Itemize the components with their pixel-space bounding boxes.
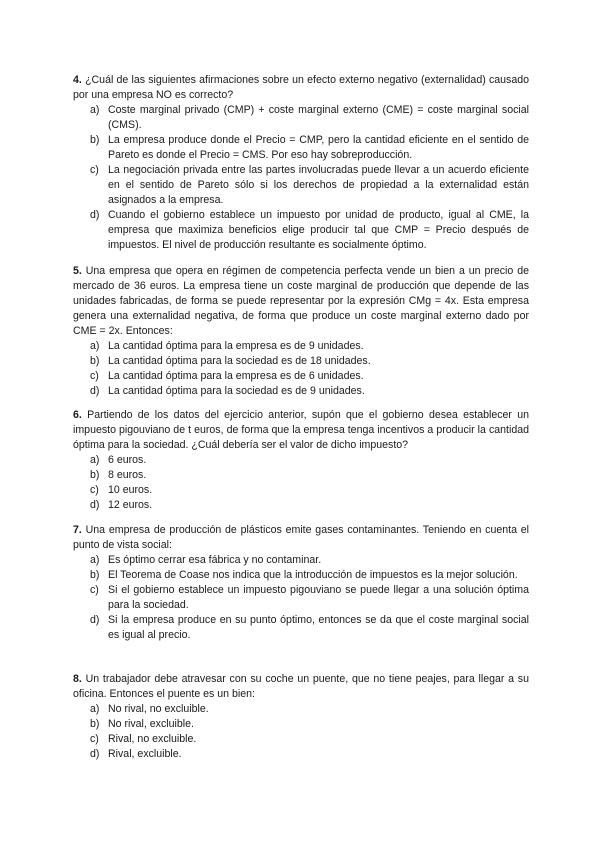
question-number: 6. — [73, 409, 82, 421]
answer-option — [73, 717, 529, 732]
option-text: Si la empresa produce en su punto óptimo, entonces se da que el coste marginal social es igual al precio. — [108, 614, 529, 641]
answer-option — [73, 702, 529, 717]
answer-option — [73, 133, 529, 163]
option-label: a) — [90, 104, 100, 116]
answer-option — [73, 747, 529, 762]
option-label: d) — [90, 748, 100, 760]
question-text: ¿Cuál de las siguientes afirmaciones sobre un efecto externo negativo (externalidad) causado por una empresa NO es correcto? — [73, 74, 530, 101]
question-stem — [73, 264, 529, 339]
option-text: No rival, no excluible. — [108, 703, 209, 715]
option-label: a) — [90, 340, 100, 352]
option-label: d) — [90, 209, 100, 221]
option-text: 10 euros. — [108, 484, 153, 496]
answer-option — [73, 384, 529, 399]
answer-option — [73, 453, 529, 468]
option-label: d) — [90, 614, 100, 626]
question-number: 8. — [73, 673, 82, 685]
answer-option — [73, 613, 529, 643]
question-4 — [73, 73, 529, 253]
question-stem — [73, 408, 529, 453]
option-text: 6 euros. — [108, 454, 147, 466]
option-text: Rival, excluible. — [108, 748, 182, 760]
question-stem — [73, 523, 529, 553]
question-stem — [73, 73, 529, 103]
option-label: a) — [90, 703, 100, 715]
question-text: Un trabajador debe atravesar con su coche un puente, que no tiene peajes, para llegar a su oficina. Entonces el puente es un bien: — [73, 673, 529, 700]
answer-option — [73, 732, 529, 747]
answer-option — [73, 354, 529, 369]
option-text: No rival, excluible. — [108, 718, 194, 730]
option-label: c) — [90, 584, 99, 596]
answer-option — [73, 468, 529, 483]
option-text: Rival, no excluible. — [108, 733, 197, 745]
option-label: c) — [90, 370, 99, 382]
question-number: 5. — [73, 265, 82, 277]
answer-option — [73, 163, 529, 208]
answer-option — [73, 553, 529, 568]
option-label: b) — [90, 718, 100, 730]
answer-option — [73, 583, 529, 613]
question-text: Partiendo de los datos del ejercicio anterior, supón que el gobierno desea establecer un impuesto pigouviano de t euros, de forma que la empresa tenga incentivos a producir la cantidad óptima para la sociedad. ¿Cuál debería ser el valor de dicho impuesto? — [73, 409, 529, 451]
option-text: La cantidad óptima para la sociedad es de 18 unidades. — [108, 355, 371, 367]
option-text: La cantidad óptima para la empresa es de 6 unidades. — [108, 370, 364, 382]
option-text: Es óptimo cerrar esa fábrica y no contaminar. — [108, 554, 322, 566]
option-text: La empresa produce donde el Precio = CMP, pero la cantidad eficiente en el sentido de Pareto es donde el Precio = CMS. Por eso hay sobreproducción. — [108, 134, 529, 161]
option-label: b) — [90, 355, 100, 367]
option-text: Si el gobierno establece un impuesto pigouviano se puede llegar a una solución óptima para la sociedad. — [108, 584, 529, 611]
option-label: b) — [90, 469, 100, 481]
question-text: Una empresa que opera en régimen de competencia perfecta vende un bien a un precio de mercado de 36 euros. La empresa tiene un coste marginal de producción que depende de las unidades fabricadas, de forma se puede representar por la expresión CMg = 4x. Esta empresa genera una externalidad negativa, de forma que produce un coste marginal externo dado por CME = 2x. Entonces: — [73, 265, 529, 337]
option-text: La negociación privada entre las partes involucradas puede llevar a un acuerdo eficiente en el sentido de Pareto sólo si los derechos de propiedad a la externalidad están asignados a la empresa. — [108, 164, 529, 206]
answer-option — [73, 339, 529, 354]
question-number: 7. — [73, 524, 82, 536]
option-text: El Teorema de Coase nos indica que la introducción de impuestos es la mejor solución. — [108, 569, 518, 581]
question-7 — [73, 523, 529, 643]
answer-option — [73, 568, 529, 583]
option-label: d) — [90, 499, 100, 511]
option-label: a) — [90, 454, 100, 466]
option-label: c) — [90, 164, 99, 176]
option-text: Cuando el gobierno establece un impuesto por unidad de producto, igual al CME, la empresa que maximiza beneficios elige producir tal que CMP = Precio después de impuestos. El nivel de producción resultante es socialmente óptimo. — [108, 209, 529, 251]
question-8 — [73, 672, 529, 762]
option-label: c) — [90, 733, 99, 745]
answer-option — [73, 498, 529, 513]
option-label: c) — [90, 484, 99, 496]
option-label: d) — [90, 385, 100, 397]
option-label: a) — [90, 554, 100, 566]
option-label: b) — [90, 134, 100, 146]
answer-option — [73, 103, 529, 133]
question-number: 4. — [73, 74, 82, 86]
option-text: Coste marginal privado (CMP) + coste marginal externo (CME) = coste marginal social (CMS). — [108, 104, 529, 131]
question-6 — [73, 408, 529, 513]
option-text: La cantidad óptima para la empresa es de 9 unidades. — [108, 340, 364, 352]
option-text: 8 euros. — [108, 469, 147, 481]
option-text: La cantidad óptima para la sociedad es de 9 unidades. — [108, 385, 365, 397]
option-label: b) — [90, 569, 100, 581]
question-5 — [73, 264, 529, 399]
answer-option — [73, 369, 529, 384]
question-stem — [73, 672, 529, 702]
option-text: 12 euros. — [108, 499, 153, 511]
answer-option — [73, 483, 529, 498]
answer-option — [73, 208, 529, 253]
question-text: Una empresa de producción de plásticos emite gases contaminantes. Teniendo en cuenta el punto de vista social: — [73, 524, 529, 551]
